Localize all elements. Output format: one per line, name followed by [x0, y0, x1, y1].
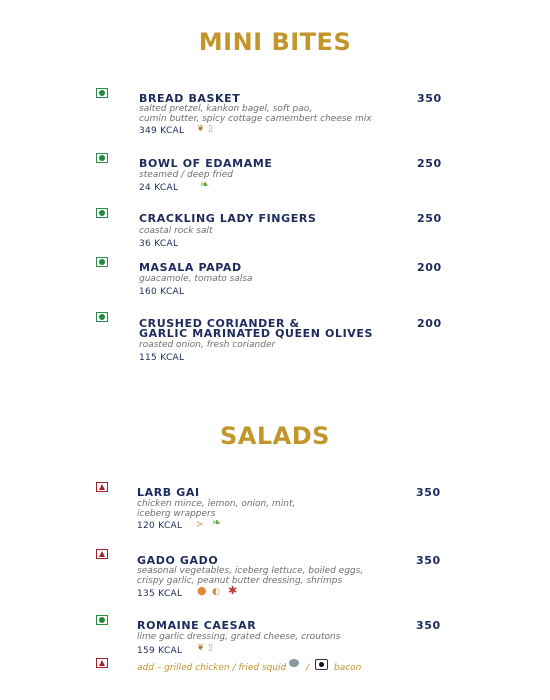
- leaf-icon: ❧: [200, 178, 210, 191]
- leaf-icon: ❧: [212, 516, 222, 529]
- item-description: steamed / deep fried: [139, 170, 234, 180]
- non-veg-icon: [96, 658, 108, 668]
- non-veg-icon: [96, 482, 108, 492]
- veg-icon: [96, 153, 108, 163]
- veg-icon: [96, 88, 108, 98]
- item-kcal: 24 KCAL: [139, 183, 179, 193]
- item-name: MASALA PAPAD: [139, 261, 242, 274]
- item-description: roasted onion, fresh coriander: [139, 340, 276, 350]
- section-title-salads: SALADS: [220, 422, 330, 450]
- item-price: 250: [417, 157, 442, 170]
- item-description: cumin butter, spicy cottage camembert cheese mix: [139, 114, 372, 124]
- milk-icon: ▯: [208, 643, 213, 653]
- wheat-icon: ❦: [197, 124, 205, 134]
- item-description: guacamole, tomato salsa: [139, 274, 253, 284]
- item-description: salted pretzel, kankon bagel, soft pao,: [139, 104, 313, 114]
- peanut-icon: ◐: [212, 587, 220, 597]
- item-price: 200: [417, 317, 442, 330]
- wheat-icon: ❦: [197, 643, 205, 653]
- fish-icon: ≻: [196, 520, 204, 530]
- item-description: seasonal vegetables, iceberg lettuce, boiled eggs,: [137, 566, 364, 576]
- veg-icon: [96, 208, 108, 218]
- item-name: BREAD BASKET: [139, 92, 241, 105]
- item-description: iceberg wrappers: [137, 509, 216, 519]
- item-description: lime garlic dressing, grated cheese, croutons: [137, 632, 341, 642]
- item-kcal: 135 KCAL: [137, 589, 183, 599]
- item-price: 350: [416, 486, 441, 499]
- item-name: CRUSHED CORIANDER &: [139, 317, 300, 330]
- item-kcal: 36 KCAL: [139, 239, 179, 249]
- item-price: 250: [417, 212, 442, 225]
- item-description: chicken mince, lemon, onion, mint,: [137, 499, 296, 509]
- item-kcal: 160 KCAL: [139, 287, 185, 297]
- item-name: GARLIC MARINATED QUEEN OLIVES: [139, 327, 374, 340]
- non-veg-icon: [96, 549, 108, 559]
- item-description: coastal rock salt: [139, 226, 213, 236]
- squid-icon: [289, 659, 299, 667]
- item-name: BOWL OF EDAMAME: [139, 157, 273, 170]
- veg-icon: [96, 615, 108, 625]
- item-kcal: 115 KCAL: [139, 353, 185, 363]
- addon-text: add – grilled chicken / fried squid: [137, 663, 287, 673]
- addon-separator: /: [306, 663, 310, 673]
- item-description: crispy garlic, peanut butter dressing, shrimps: [137, 576, 343, 586]
- addon-bacon: bacon: [334, 663, 362, 673]
- item-name: LARB GAI: [137, 486, 200, 499]
- item-name: ROMAINE CAESAR: [137, 619, 257, 632]
- section-title-mini-bites: MINI BITES: [198, 28, 352, 56]
- egg-icon: ●: [197, 584, 207, 597]
- crab-icon: ✱: [228, 584, 238, 597]
- item-kcal: 349 KCAL: [139, 126, 185, 136]
- veg-icon: [96, 312, 108, 322]
- veg-icon: [96, 257, 108, 267]
- item-price: 350: [416, 619, 441, 632]
- item-name: CRACKLING LADY FINGERS: [139, 212, 317, 225]
- milk-icon: ▯: [208, 124, 213, 134]
- item-kcal: 120 KCAL: [137, 521, 183, 531]
- item-price: 200: [417, 261, 442, 274]
- pork-icon: [315, 659, 328, 670]
- item-price: 350: [416, 554, 441, 567]
- item-price: 350: [417, 92, 442, 105]
- item-name: GADO GADO: [137, 554, 219, 567]
- item-kcal: 159 KCAL: [137, 646, 183, 656]
